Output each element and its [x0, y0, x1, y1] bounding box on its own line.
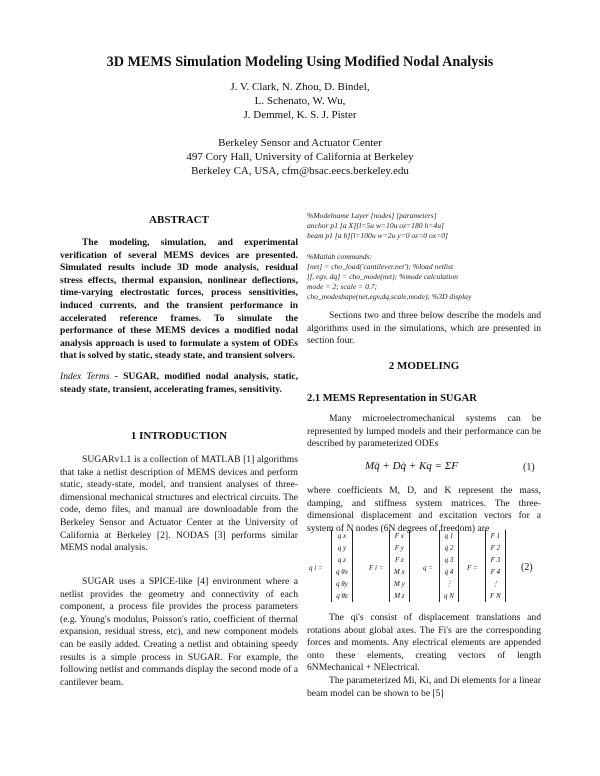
vector-entry: F y: [394, 544, 404, 552]
vector-entry: q z: [337, 556, 346, 564]
equation-1: Mq̈ + Dq̇ + Kq = ΣF: [365, 460, 458, 472]
q-label: q =: [423, 564, 433, 572]
Fi-vector: [389, 530, 410, 602]
abstract-heading: ABSTRACT: [149, 214, 209, 226]
vector-entry: q 1: [444, 532, 454, 540]
vector-entry: q θz: [336, 592, 348, 600]
vector-entry: F 3: [490, 556, 501, 564]
matlab-code: [307, 252, 541, 302]
vector-entry: F 1: [490, 532, 501, 540]
code-line: %Modelname Layer [nodes] [parameters]: [307, 211, 437, 220]
qi-label: q i =: [309, 564, 323, 572]
parameterized-paragraph: The parameterized Mi, Ki, and Di elements for a linear beam model can be shown to be [5]: [307, 675, 541, 699]
where-paragraph: where coefficients M, D, and K represent the mass, damping, and stiffness system matrices. The three-dimensional displacement and excitation vectors for a system of N nodes (6N degrees of freedom) are: [307, 485, 541, 534]
code-line: [f, egv, dq] = cho_mode(net); %mode calculation: [307, 272, 458, 281]
code-line: anchor p1 [a X][l=5u w=10u oz=180 h=4u]: [307, 221, 444, 230]
vector-entry: F x: [394, 532, 404, 540]
vector-entry: F 4: [490, 568, 501, 576]
code-line: cho_modeshape(net,egv,dq,scale,mode); %3D display: [307, 292, 472, 301]
vector-entry: q θy: [336, 580, 348, 588]
vector-entry: M y: [394, 580, 405, 588]
sections-paragraph: Sections two and three below describe the models and algorithms used in the simulations, which are presented in section four.: [307, 310, 541, 347]
state-vectors-equation: [307, 530, 541, 610]
qi-vector: [331, 530, 353, 602]
vector-entry: F 2: [490, 544, 501, 552]
q-vector: [439, 530, 459, 602]
vector-entry: q x: [337, 532, 347, 540]
vector-entry: q N: [444, 592, 454, 600]
vector-entry: F z: [394, 556, 404, 564]
affiliation-line-2: 497 Cory Hall, University of California at Berkeley: [186, 151, 414, 163]
netlist-code: [307, 211, 541, 241]
code-line: %Matlab commands:: [307, 252, 373, 261]
index-terms-text: - SUGAR, modified nodal analysis, static, steady state, transient, accelerating frames, sensitivity.: [60, 371, 299, 395]
modeling-heading: 2 MODELING: [388, 360, 460, 372]
paper-title: 3D MEMS Simulation Modeling Using Modified Nodal Analysis: [106, 54, 494, 70]
section-2-1-heading: 2.1 MEMS Representation in SUGAR: [307, 393, 477, 404]
abstract-body: The modeling, simulation, and experimental verification of several MEMS devices are presented. Simulated results include 3D mode analysis, residual stress effects, thermal expansion, nonlinear deflections, time-varying electrostatic forces, process sensitivities, induced currents, and the transient performance in accelerated reference frames. To simulate the performance of these MEMS devices a modified nodal analysis approach is used to formulate a system of ODEs that is solved by static, steady state, and transient solvers.: [60, 237, 298, 362]
Fi-label: F i =: [369, 564, 384, 572]
code-line: mode = 2; scale = 0.7;: [307, 282, 378, 291]
affiliation-line-1: Berkeley Sensor and Actuator Center: [218, 137, 382, 149]
affiliation-line-3: Berkeley CA, USA, cfm@bsac.eecs.berkeley.edu: [191, 165, 409, 177]
vector-entry: q 3: [444, 556, 454, 564]
author-line-2: L. Schenato, W. Wu,: [254, 95, 346, 107]
many-systems-paragraph: Many microelectromechanical systems can be represented by lumped models and their performance can be described by parameterized ODEs: [307, 413, 541, 450]
vector-entry: M z: [394, 592, 405, 600]
equation-2-number: (2): [521, 562, 533, 573]
vector-entry: ⋮: [491, 580, 499, 588]
equation-1-number: (1): [523, 462, 535, 473]
F-label: F =: [467, 564, 478, 572]
vector-entry: ⋮: [445, 580, 453, 588]
vector-entry: F N: [490, 592, 501, 600]
author-line-1: J. V. Clark, N. Zhou, D. Bindel,: [230, 81, 370, 93]
vector-entry: q y: [337, 544, 347, 552]
code-line: [net] = cho_load('cantilever.net'); %load netlist: [307, 262, 454, 271]
vector-entry: q θx: [336, 568, 348, 576]
qi-paragraph: The qi's consist of displacement translations and rotations about global axes. The Fi's are the corresponding forces and moments. Any electrical elements are appended onto these elements, creating vectors of length 6NMechanical + NElectrical.: [307, 612, 541, 674]
vector-entry: M x: [394, 568, 405, 576]
introduction-heading: 1 INTRODUCTION: [130, 430, 228, 442]
author-line-3: J. Demmel, K. S. J. Pister: [243, 109, 357, 121]
intro-paragraph-2: SUGAR uses a SPICE-like [4] environment where a netlist provides the geometry and connectivity of each component, a process file provides the process parameters (e.g. Young's modulus, Poisson's ratio, coefficient of thermal expansion, residual stress, etc), and new component models can be easily added. Creating a netlist and obtaining speedy results is a simple process in SUGAR. For example, the following netlist and commands display the second mode of a cantilever beam.: [60, 576, 298, 688]
index-terms: [60, 371, 298, 396]
vector-entry: q 4: [444, 568, 454, 576]
vector-entry: q 2: [444, 544, 454, 552]
intro-paragraph-1: SUGARv1.1 is a collection of MATLAB [1] algorithms that take a netlist description of MEMS devices and perform static, steady-state, model, and transient analyses of three-dimensional mechanical structures and electrical circuits. The code, demo files, and manual are downloadable from the Berkeley Sensor and Actuator Center at the University of California at Berkeley [2]. NODAS [3] performs similar MEMS nodal analysis.: [60, 454, 298, 554]
index-terms-label: Index Terms: [60, 371, 110, 382]
F-vector: [485, 530, 506, 602]
code-line: beam p1 [a b][l=100u w=2u y=0 oz=0 ox=0]: [307, 231, 449, 240]
